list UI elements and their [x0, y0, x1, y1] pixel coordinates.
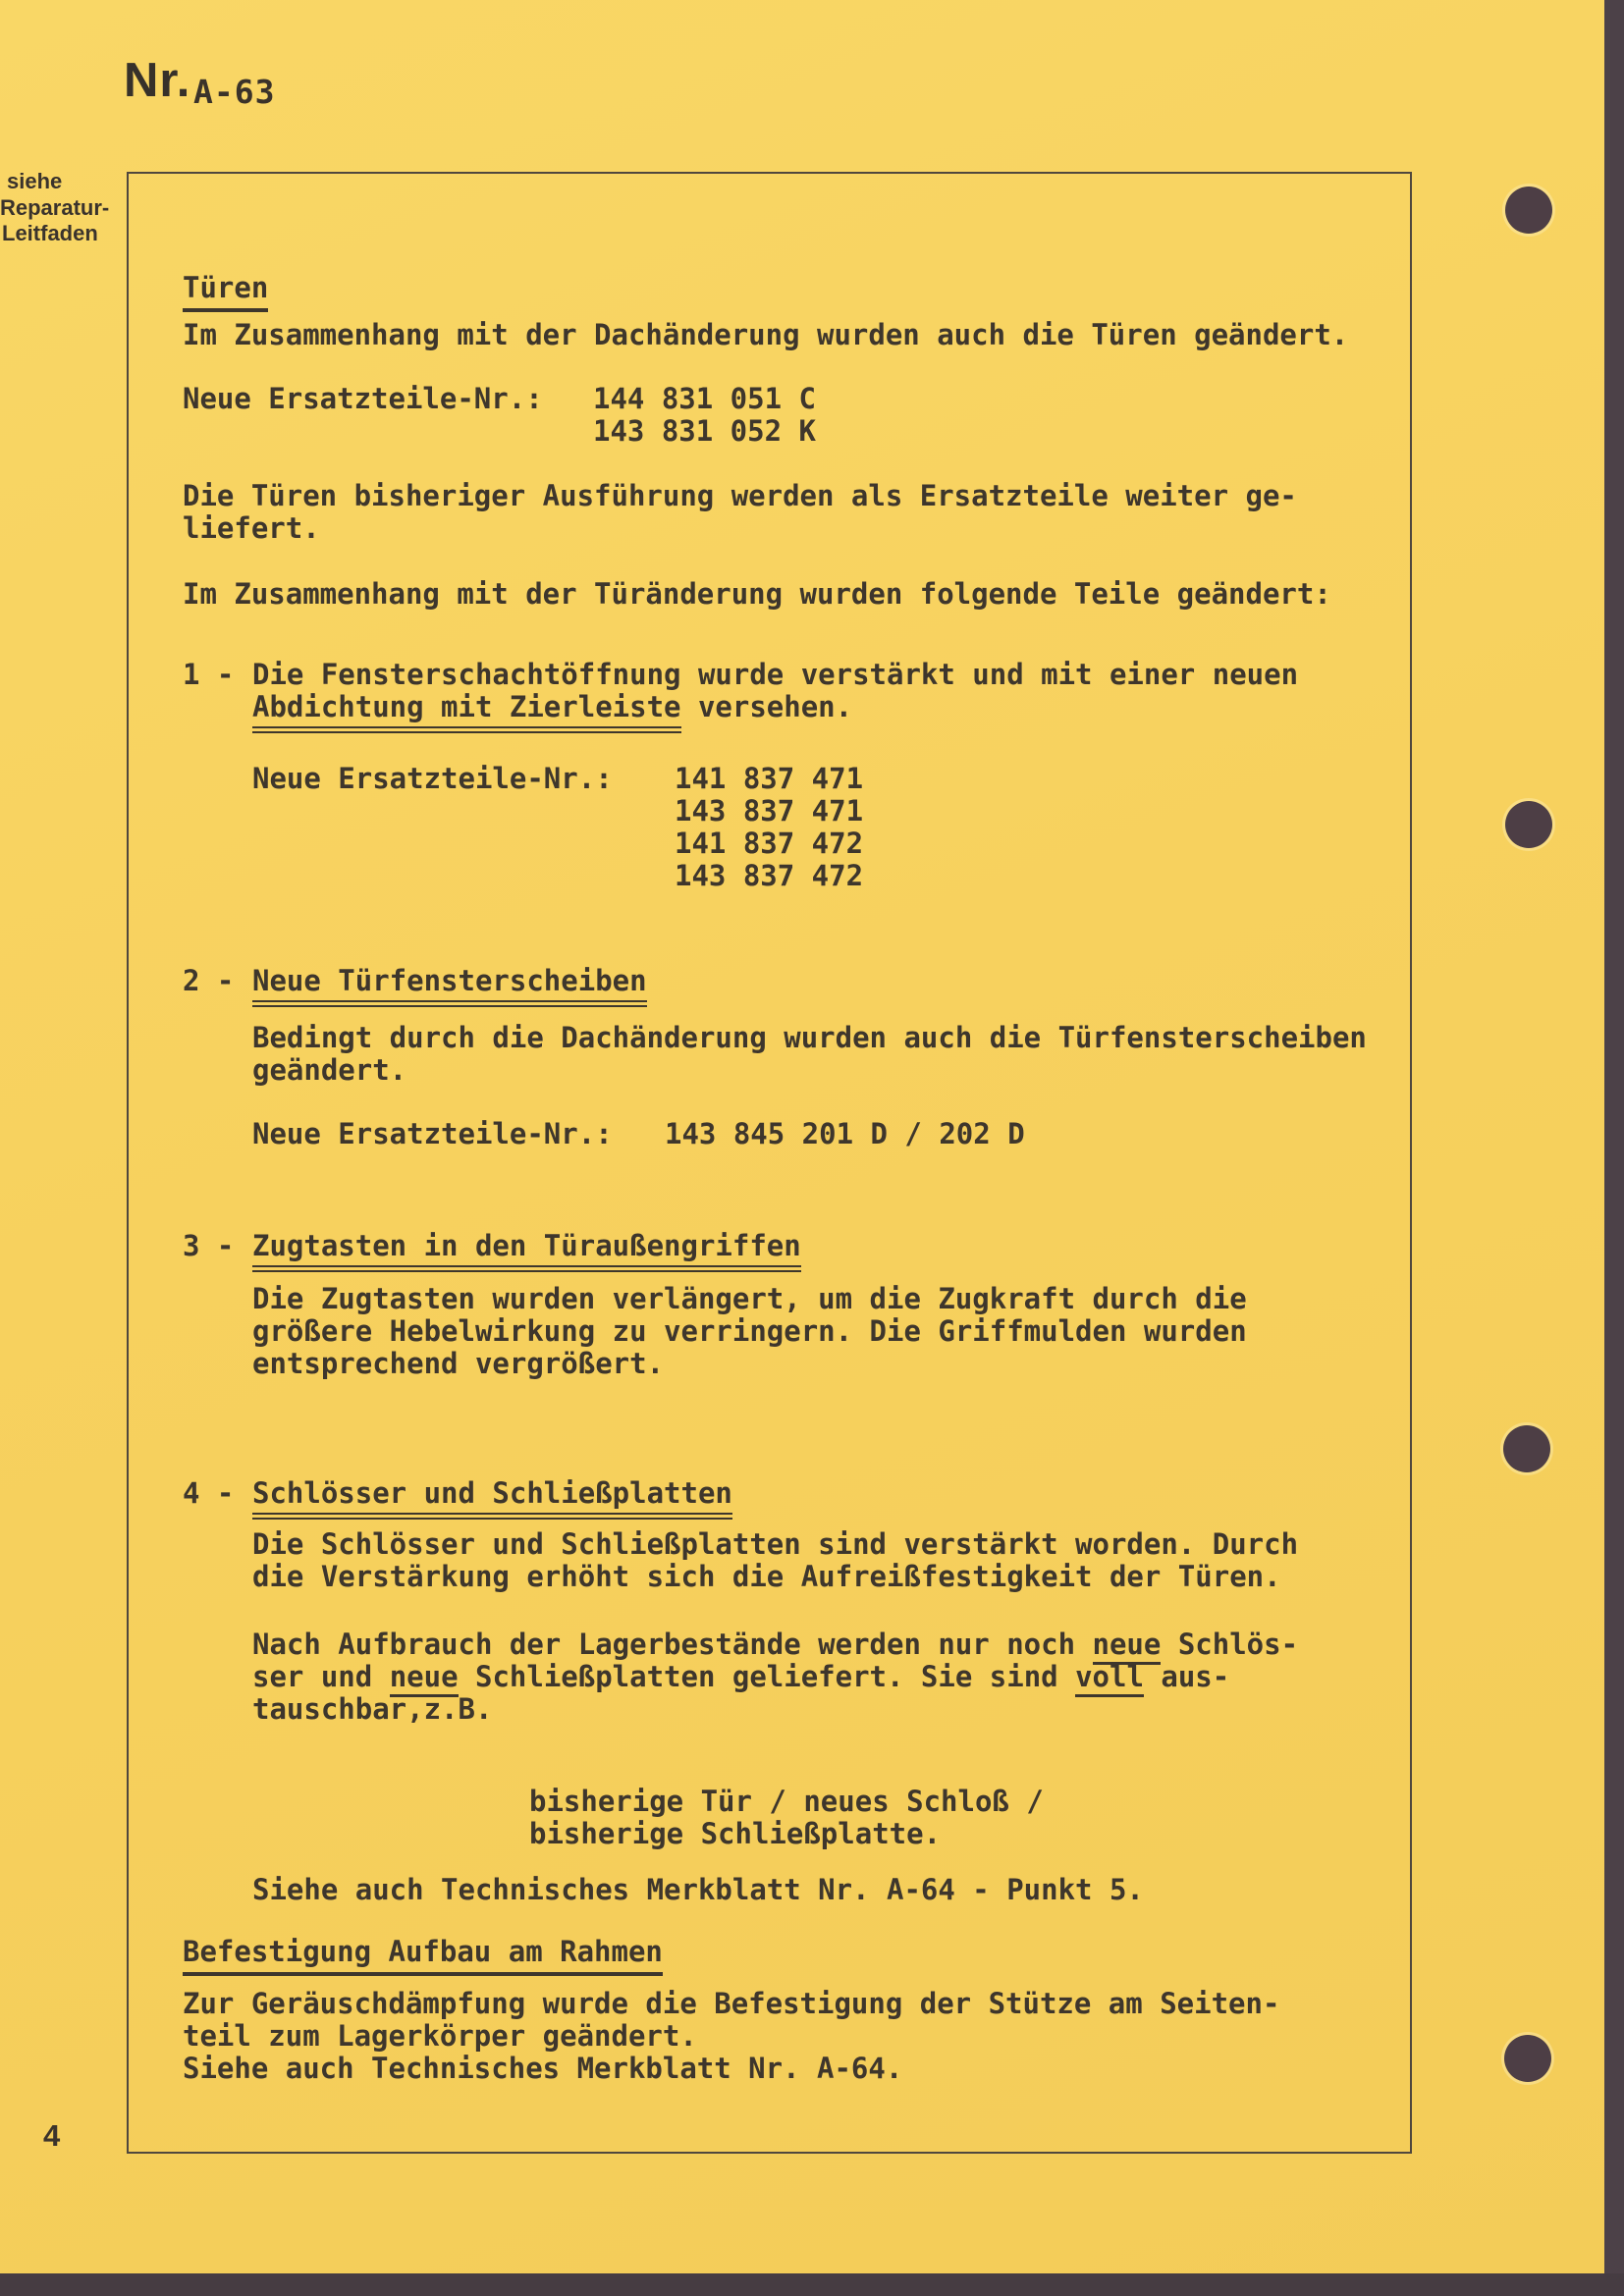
- item2-line1: Bedingt durch die Dachänderung wurden auch die Türfensterscheiben: [252, 1021, 1367, 1054]
- example-line: bisherige Tür / neues Schloß /: [529, 1785, 1044, 1818]
- item4-underlined-neue2: neue: [390, 1660, 459, 1697]
- parts-label: Neue Ersatzteile-Nr.:: [183, 382, 543, 415]
- margin-note-line-3: Leitfaden: [2, 221, 98, 245]
- section-title-tueren: [183, 273, 268, 302]
- doc-number: A-63: [193, 73, 276, 111]
- body-line: liefert.: [183, 511, 320, 545]
- punch-hole-dot: [1503, 1425, 1550, 1472]
- punch-hole-dot: [1504, 2035, 1551, 2082]
- item3-heading-text: Zugtasten in den Türaußengriffen: [252, 1229, 801, 1272]
- item4-underlined-neue: neue: [1093, 1628, 1162, 1665]
- body-line: Im Zusammenhang mit der Türänderung wurden folgende Teile geändert:: [183, 577, 1331, 611]
- section2-heading: [183, 1937, 663, 1966]
- item1-underlined-phrase: Abdichtung mit Zierleiste: [252, 690, 681, 733]
- parts-label: Neue Ersatzteile-Nr.:: [252, 762, 613, 795]
- margin-note-line-1: siehe: [7, 169, 63, 193]
- part-number: 143 845 201 D / 202 D: [665, 1117, 1025, 1150]
- item4-line4-pre: ser und: [252, 1660, 390, 1693]
- item3-line1: Die Zugtasten wurden verlängert, um die Zugkraft durch die: [252, 1282, 1247, 1315]
- item4-line4-post: aus-: [1143, 1660, 1230, 1693]
- item1-line2-rest: versehen.: [680, 690, 853, 723]
- item2-number: 2 -: [183, 964, 235, 997]
- item4-heading-text: Schlösser und Schließplatten: [252, 1476, 732, 1520]
- punch-hole-dot: [1505, 187, 1552, 234]
- section2-line3: Siehe auch Technisches Merkblatt Nr. A-64.: [183, 2052, 903, 2085]
- item4-line4: [252, 1662, 1229, 1691]
- item2-heading-text: Neue Türfensterscheiben: [252, 964, 647, 1007]
- body-line: Die Türen bisheriger Ausführung werden als Ersatzteile weiter ge-: [183, 479, 1297, 512]
- parts-label: Neue Ersatzteile-Nr.:: [252, 1117, 613, 1150]
- content-box: [127, 172, 1412, 2154]
- item4-heading: [252, 1478, 732, 1508]
- item4-line2: die Verstärkung erhöht sich die Aufreißfestigkeit der Türen.: [252, 1560, 1281, 1593]
- item3-line2: größere Hebelwirkung zu verringern. Die Griffmulden wurden: [252, 1314, 1247, 1348]
- section-title-text: Türen: [183, 271, 268, 312]
- part-number: 141 837 471: [675, 762, 864, 795]
- item4-number: 4 -: [183, 1476, 235, 1510]
- item1-number: 1 -: [183, 658, 235, 691]
- part-number: 143 837 471: [675, 794, 864, 828]
- item1-line2: [252, 692, 852, 721]
- part-number: 143 837 472: [675, 859, 864, 892]
- item4-line3-post: Schlös-: [1161, 1628, 1299, 1661]
- margin-note-line-2: Reparatur-: [0, 195, 110, 220]
- item4-underlined-voll: voll: [1075, 1660, 1144, 1697]
- example-line: bisherige Schließplatte.: [529, 1817, 942, 1850]
- item3-heading: [252, 1231, 801, 1260]
- doc-number-label: Nr.: [124, 54, 191, 107]
- item1-line1: Die Fensterschachtöffnung wurde verstärkt und mit einer neuen: [252, 658, 1299, 691]
- part-number: 143 831 052 K: [593, 414, 816, 448]
- body-line: Im Zusammenhang mit der Dachänderung wurden auch die Türen geändert.: [183, 318, 1349, 351]
- page-number: 4: [43, 2118, 61, 2153]
- item3-number: 3 -: [183, 1229, 235, 1262]
- item2-line2: geändert.: [252, 1053, 407, 1087]
- item4-line3: [252, 1629, 1298, 1659]
- part-number: 144 831 051 C: [593, 382, 816, 415]
- see-also-line: Siehe auch Technisches Merkblatt Nr. A-64 - Punkt 5.: [252, 1873, 1144, 1906]
- section2-line1: Zur Geräuschdämpfung wurde die Befestigung der Stütze am Seiten-: [183, 1987, 1280, 2020]
- section2-heading-text: Befestigung Aufbau am Rahmen: [183, 1935, 663, 1976]
- section2-line2: teil zum Lagerkörper geändert.: [183, 2019, 697, 2053]
- item4-line5: tauschbar,z.B.: [252, 1692, 493, 1726]
- scan-edge-right: [1604, 0, 1624, 2296]
- scan-edge-bottom: [0, 2273, 1624, 2296]
- item4-line3-pre: Nach Aufbrauch der Lagerbestände werden nur noch: [252, 1628, 1093, 1661]
- item3-line3: entsprechend vergrößert.: [252, 1347, 665, 1380]
- item4-line4-mid: Schließplatten geliefert. Sie sind: [458, 1660, 1076, 1693]
- punch-hole-dot: [1505, 801, 1552, 848]
- part-number: 141 837 472: [675, 827, 864, 860]
- item2-heading: [252, 966, 647, 995]
- item4-line1: Die Schlösser und Schließplatten sind verstärkt worden. Durch: [252, 1527, 1299, 1561]
